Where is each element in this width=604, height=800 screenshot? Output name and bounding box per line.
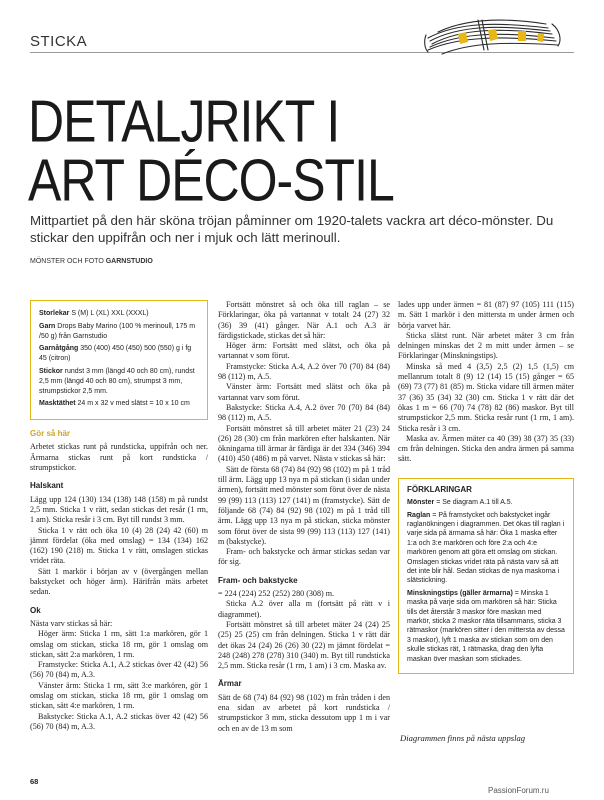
- page-number: 68: [30, 777, 39, 786]
- spec-item: Storlekar S (M) L (XL) XXL (XXXL): [39, 310, 149, 317]
- paragraph: Fortsätt mönstret så till arbetet mäter 24 (24) 25 (25) 25 (25) cm från delningen. Sticka 1 v rätt där det ökas 24 (24) 26 (26) 30 (22) m jämnt fördelat = 248 (248) 278 (278) 310 (340) m. Byt till rundsticka 2,5 mm. Sticka resår (1 rm, 1 am) i 3 cm. Maska av.: [218, 619, 390, 671]
- paragraph: Höger ärm: Fortsätt med slätst, och öka på vartannat v som förut.: [218, 341, 390, 361]
- credit-label: MÖNSTER OCH FOTO: [30, 258, 104, 265]
- heading-halskant: Halskant: [30, 481, 64, 491]
- spec-item: Garn Drops Baby Marino (100 % merinoull, 175 m /50 g) från Garnstudio: [39, 322, 196, 340]
- title-line-2: ART DÉCO-STIL: [28, 147, 394, 214]
- watermark: PassionForum.ru: [488, 786, 549, 795]
- explanations-title: FÖRKLARINGAR: [407, 484, 472, 494]
- paragraph: Minska så med 4 (3,5) 2,5 (2) 1,5 (1,5) cm mellanrum totalt 8 (9) 12 (14) 15 (15) gånger = 65 (69) 73 (77) 81 (85) m. Sticka vidare till ärmen mäter 37 (36) 35 (34) 32 (30) cm. Sticka 1 v rätt där det ökas 1 m = 66 (70) 74 (78) 82 (86) maskor. Byt till strumpstickor 2,5 mm. Sticka resår runt (1 rm, 1 am). Sticka resår i 3 cm.: [398, 361, 574, 433]
- paragraph: Sätt 1 markör i början av v (övergången mellan bakstycket och höger ärm). Härifrån mäts arbetet sedan.: [30, 566, 208, 597]
- credit-name: GARNSTUDIO: [105, 258, 153, 265]
- spec-item: Garnåtgång 350 (400) 450 (450) 500 (550) g i fg 45 (citron): [39, 345, 192, 363]
- yarn-skein-icon: [418, 8, 568, 58]
- paragraph: Sticka slätst runt. När arbetet mäter 3 cm från delningen minskas det 2 m mitt under ärmen – se Förklaringar (Minskningstips).: [398, 330, 574, 361]
- paragraph: Framstycke: Sticka A.4, A.2 över 70 (70) 84 (84) 98 (112) m, A.5.: [218, 361, 390, 382]
- paragraph: Sticka 1 v rätt och öka 10 (4) 28 (24) 42 (60) m jämnt fördelat (öka med omslag) = 134 (134) 162 (162) 190 (218) m. Sticka 1 v rätt, omslagen stickas vridet räta.: [30, 525, 208, 566]
- paragraph: Sätt de första 68 (74) 84 (92) 98 (102) m på 1 tråd till ärm. Lägg upp 13 nya m på stickan (i sidan under ärmen), fortsätt med mönster som förut över de nästa 99 (99) 113 (113) 127 (141) m (framstycke). Sätt de följande 68 (74) 84 (92) 98 (102) m på 1 tråd till ärm. Lägg upp 13 nya m på stickan, sticka mönster som förut över de sista 99 (99) 113 (113) 127 (141) m (bakstycke).: [218, 464, 390, 546]
- explanation-item: Raglan = På framstycket och bakstycket ingår raglanökningen i diagrammen. Det ökas till raglan i varje sida på ärmarna så här: Öka 1 maska efter 1:a och 3:e markören och före 2:a och 4:e markören genom att göra ett omslag om stickan. Omslagen stickas vridet räta på nästa varv så att det inte blir hål. Sedan stickas de nya maskorna i slätstickning.: [407, 511, 565, 585]
- heading-gor-sa-har: Gör så här: [30, 429, 71, 439]
- paragraph: Sticka A.2 över alla m (fortsätt på rätt v i diagrammet).: [218, 599, 390, 619]
- diagram-note: Diagrammen finns på nästa uppslag: [400, 733, 526, 743]
- paragraph: Bakstycke: Sticka A.1, A.2 stickas över 42 (42) 56 (56) 70 (84) m, A.3.: [30, 711, 208, 731]
- paragraph: Höger ärm: Sticka 1 rm, sätt 1:a markören, gör 1 omslag om stickan, sticka 18 rm, gör 1 omslag om stickan, sätt 2:a markören, 1 rm.: [30, 629, 208, 659]
- paragraph: Nästa varv stickas så här:: [30, 618, 113, 628]
- paragraph: Arbetet stickas runt på rundsticka, uppifrån och ner. Ärmarna stickas runt på kort rundsticka / strumpstickor.: [30, 442, 208, 473]
- paragraph: = 224 (224) 252 (252) 280 (308) m.: [218, 589, 335, 599]
- credit-line: [30, 258, 153, 265]
- heading-fram-och-bakstycke: Fram- och bakstycke: [218, 575, 298, 585]
- spec-item: Masktäthet 24 m x 32 v med slätst = 10 x 10 cm: [39, 400, 190, 408]
- specs-box: [30, 300, 208, 420]
- column-3: [398, 300, 574, 674]
- explanation-item: Minskningstips (gäller ärmarna) = Minska 1 maska på varje sida om markören så här: Sticka tills det återstår 3 maskor före maskan med markör, sticka 2 maskor räta tillsammans, sticka 3 rätmaskor (markören sitter i den mittersta av dessa 3 maskor), lyft 1 maska av stickan som om den skulle stickas rät, 1 rätmaska, drag den lyfta maskan över maskan som stickades.: [407, 589, 565, 663]
- column-1: [30, 300, 208, 732]
- title-line-1: DETALJRIKT I: [28, 88, 340, 155]
- paragraph: Lägg upp 124 (130) 134 (138) 148 (158) m på rundst 2,5 mm. Sticka 1 v rätt, sedan stickas det resår (1 rm, 1 am). Sticka resår i 3 cm. Byt till rundst 3 mm.: [30, 494, 208, 525]
- paragraph: Fortsätt mönstret så och öka till raglan – se Förklaringar, öka på vartannat v totalt 24 (27) 32 (36) 39 (41) gånger. När A.1 och A.3 är färdigstickade, stickas det så här:: [218, 300, 390, 340]
- paragraph: lades upp under ärmen = 81 (87) 97 (105) 111 (115) m. Sätt 1 markör i den mittersta m under ärmen och börja varvet här.: [398, 300, 574, 330]
- explanation-item: Mönster = Se diagram A.1 till A.5.: [407, 499, 513, 507]
- paragraph: Fram- och bakstycke och ärmar stickas sedan var för sig.: [218, 547, 390, 567]
- paragraph: Sätt de 68 (74) 84 (92) 98 (102) m från tråden i den ena sidan av arbetet på kort rundsticka / strumpstickor 3 mm, sticka dessutom upp 1 m i var och en av de 13 m som: [218, 692, 390, 733]
- section-label: STICKA: [30, 33, 88, 50]
- spec-item: Stickor rundst 3 mm (längd 40 och 80 cm), rundst 2,5 mm (längd 40 och 80 cm), strumpst 3 mm, strumpstickor 2,5 mm.: [39, 367, 195, 395]
- heading-armar: Ärmar: [218, 679, 242, 689]
- heading-ok: Ok: [30, 605, 41, 615]
- column-2: [218, 300, 390, 734]
- paragraph: Bakstycke: Sticka A.4, A.2 över 70 (70) 84 (84) 98 (112) m, A.5.: [218, 402, 390, 423]
- intro-text: Mittpartiet på den här sköna tröjan påminner om 1920-talets vackra art déco-mönster. Du stickar den uppifrån och ner i mjuk och lätt merinoull.: [30, 213, 554, 245]
- paragraph: Vänster ärm: Sticka 1 rm, sätt 3:e markören, gör 1 omslag om stickan, sticka 18 rm, gör 1 omslag om stickan, sätt 4:e markören, 1 rm.: [30, 680, 208, 711]
- article-title: [28, 88, 394, 214]
- paragraph: Vänster ärm: Fortsätt med slätst och öka på vartannat varv som förut.: [218, 382, 390, 402]
- paragraph: Fortsätt mönstret så till arbetet mäter 21 (23) 24 (26) 28 (30) cm från markören efter halskanten. När ökningarna till ärmar är färdiga är det 334 (346) 394 (410) 450 (486) m på varvet. Nästa v stickas så här:: [218, 423, 390, 464]
- paragraph: Maska av. Ärmen mäter ca 40 (39) 38 (37) 35 (33) cm från delningen. Sticka den andra ärmen på samma sätt.: [398, 433, 574, 464]
- paragraph: Framstycke: Sticka A.1, A.2 stickas över 42 (42) 56 (56) 70 (84) m, A.3.: [30, 660, 208, 680]
- explanations-box: [398, 478, 574, 674]
